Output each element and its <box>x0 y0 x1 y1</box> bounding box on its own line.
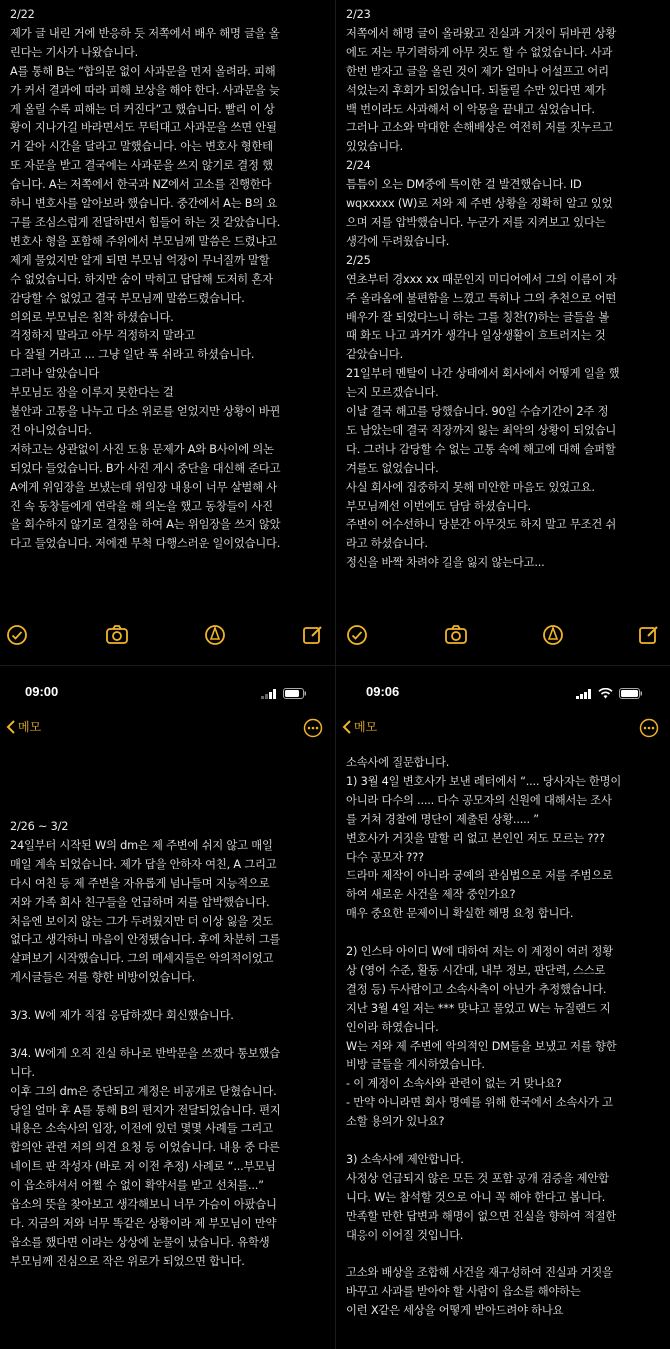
note-body <box>346 6 663 573</box>
status-time: 09:00 <box>25 684 59 699</box>
note-line: W는 저와 제 주변에 악의적인 DM들을 보냈고 저를 향한 <box>346 1039 617 1053</box>
note-line: 린다는 기사가 나왔습니다. <box>10 45 139 59</box>
note-line: 사실 회사에 집중하지 못해 미안한 마음도 있었고요. <box>346 480 595 494</box>
note-line: 당일 얼마 후 A를 통해 B의 편지가 전달되었습니다. 편지 <box>10 1103 281 1117</box>
note-line: 다수 공모자 ??? <box>346 850 424 864</box>
note-panel-bottom-left <box>0 665 335 1349</box>
system-icons <box>261 688 307 699</box>
chevron-left-icon <box>342 719 352 735</box>
note-line: 이날 결국 해고를 당했습니다. 90일 수습기간이 2주 정 <box>346 405 609 419</box>
note-line: 라고 하셨습니다. <box>346 537 428 551</box>
note-line: 진 속 동창들에게 연락을 해 의논을 했고 동창들이 사진 <box>10 499 273 513</box>
note-panel-top-right <box>335 0 670 665</box>
note-line: 그러나 고소와 막대한 손해배상은 여전히 저를 짓누르고 <box>346 121 613 135</box>
note-panel-bottom-right <box>335 665 670 1349</box>
note-line: 겨를도 없었습니다. <box>346 461 439 475</box>
note-body <box>10 818 327 1272</box>
note-line <box>346 1246 663 1265</box>
note-line: 정신을 바짝 차려야 길을 잃지 않는다고... <box>346 556 545 570</box>
note-line: 다고 들었습니다. 저에겐 무척 다행스러운 일이었습니다. <box>10 537 281 551</box>
note-line: 네이트 판 작성자 (바로 저 이전 추정) 사례로 “...부모님 <box>10 1160 276 1174</box>
note-line: 되었다 들었습니다. B가 사진 게시 중단을 대신해 준다고 <box>10 461 281 475</box>
note-line: 부모님께 진심으로 작은 위로가 되었으면 합니다. <box>10 1254 245 1268</box>
more-icon[interactable] <box>303 718 323 738</box>
note-line: 부모님도 잠을 이루지 못한다는 걸 <box>10 386 174 400</box>
note-line: 읍소의 뜻을 찾아보고 생각해보니 너무 가슴이 아팠습니 <box>10 1198 277 1212</box>
note-line: 변호사 형을 포함해 주위에서 부모님께 말씀은 드렸냐고 <box>10 234 277 248</box>
camera-icon[interactable] <box>104 622 130 648</box>
note-line: 습니다. A는 저쪽에서 한국과 NZ에서 고소를 진행한다 <box>10 178 272 192</box>
note-line: 생각에 두려웠습니다. <box>346 234 450 248</box>
nav-bar <box>0 716 335 744</box>
note-line: 게시글들은 저를 향한 비방이었습니다. <box>10 971 195 985</box>
note-line: A에게 위임장을 보냈는데 위임장 내용이 너무 살벌해 사 <box>10 480 277 494</box>
note-line: 연초부터 경xxx xx 때문인지 미디어에서 그의 이름이 자 <box>346 272 617 286</box>
note-line: 저쪽에서 해명 글이 올라왔고 진실과 거짓이 뒤바뀐 상황 <box>346 26 617 40</box>
note-line: 구를 조심스럽게 전달하면서 힘들어 하는 것 같았습니다. <box>10 215 281 229</box>
system-icons <box>576 688 643 699</box>
note-line: 사정상 언급되지 않은 모든 것 포함 공개 검증을 제안합 <box>346 1171 609 1185</box>
camera-icon[interactable] <box>443 622 469 648</box>
note-toolbar <box>336 622 670 652</box>
note-line: 3/3. W에 제가 직접 응답하겠다 회신했습니다. <box>10 1009 234 1023</box>
nav-bar <box>336 716 670 744</box>
note-line <box>346 924 663 943</box>
note-line: 24일부터 시작된 W의 dm은 제 주변에 쉬지 않고 매일 <box>10 838 273 852</box>
note-line: 부모님께선 이번에도 담담 하셨습니다. <box>346 499 531 513</box>
more-icon[interactable] <box>639 718 659 738</box>
status-bar <box>0 680 335 706</box>
note-line: 소할 용의가 있나요? <box>346 1115 445 1129</box>
note-line: - 이 계정이 소속사와 관련이 없는 거 맞나요? <box>346 1077 562 1091</box>
note-line: 저하고는 상관없이 사진 도용 문제가 A와 B사이에 의논 <box>10 442 274 456</box>
note-line: 배우가 잘 되었다느니 하는 그를 칭찬(?)하는 글들을 볼 <box>346 310 609 324</box>
note-line: 을 회수하지 않기로 결정을 하여 A는 위임장을 쓰지 않았 <box>10 518 281 532</box>
note-line: 3/4. W에게 오직 진실 하나로 반박문을 쓰겠다 통보했습 <box>10 1046 280 1060</box>
status-time: 09:06 <box>366 684 400 699</box>
note-line: 내용은 소속사의 입장, 이전에 있던 몇몇 사례들 그리고 <box>10 1122 273 1136</box>
note-line: 주 올라옴에 불편함을 느꼈고 특히나 그의 추천으로 어떤 <box>346 291 617 305</box>
note-line: 살펴보기 시작했습니다. 그의 메세지들은 악의적이었고 <box>10 952 274 966</box>
note-line: 이런 X같은 세상을 어떻게 받아드려야 하나요 <box>346 1304 564 1318</box>
back-button[interactable] <box>342 718 377 735</box>
note-line: 지난 3월 4일 저는 *** 맞냐고 물었고 W는 뉴질랜드 지 <box>346 1001 611 1015</box>
note-line: 다시 여친 등 제 주변을 자유롭게 넘나들며 지능적으로 <box>10 876 270 890</box>
note-line <box>346 1132 663 1151</box>
note-line: 주변이 어수선하니 당분간 아무것도 하지 말고 무조건 쉬 <box>346 518 617 532</box>
note-body <box>10 6 327 554</box>
note-line <box>10 988 327 1007</box>
compose-icon[interactable] <box>300 622 326 648</box>
checklist-icon[interactable] <box>4 622 30 648</box>
note-line: 틈틈이 오는 DM중에 특이한 걸 발견했습니다. ID <box>346 178 582 192</box>
note-line: 2/26 ~ 3/2 <box>10 820 69 833</box>
chevron-left-icon <box>6 719 16 735</box>
note-line: A를 통해 B는 “합의문 없이 사과문을 먼저 올려라. 피해 <box>10 64 276 78</box>
note-line: 이 읍소하셔서 어쩔 수 없이 확약서를 받고 선처를...” <box>10 1179 264 1193</box>
note-line: 거 같아 시간을 달라고 말했습니다. 아는 변호사 형한테 <box>10 140 273 154</box>
wifi-icon <box>598 688 613 699</box>
note-line: 바꾸고 사과를 받아야 할 사람이 읍소를 해야하는 <box>346 1285 581 1299</box>
note-line: 으며 저를 압박했습니다. 누군가 저를 지켜보고 있다는 <box>346 215 606 229</box>
note-line: - 만약 아니라면 회사 명예를 위해 한국에서 소속사가 고 <box>346 1096 613 1110</box>
note-line: 합의안 관련 저의 의견 요청 등 이었습니다. 내용 중 다른 <box>10 1141 280 1155</box>
note-line <box>10 1026 327 1045</box>
note-line: 때 화도 나고 과거가 생각나 일상생활이 흐트러지는 것 <box>346 329 606 343</box>
back-button[interactable] <box>6 718 41 735</box>
note-line: 다. 지금의 저와 너무 똑같은 상황이라 제 부모님이 만약 <box>10 1217 277 1230</box>
note-line: 니다. <box>10 1065 35 1079</box>
note-line: 감당할 수 없었고 결국 부모님께 말씀드렸습니다. <box>10 291 245 305</box>
note-line: 2/22 <box>10 8 35 21</box>
note-line: 1) 3월 4일 변호사가 보낸 레터에서 “.... 당사자는 한명이 <box>346 774 622 788</box>
note-line: 읍소를 했다면 이라는 상상에 눈물이 났습니다. 유학생 <box>10 1235 270 1249</box>
note-line: 비방 글들을 게시하였습니다. <box>346 1058 485 1072</box>
note-line: 있었습니다. <box>346 140 403 154</box>
back-label: 메모 <box>354 720 378 734</box>
note-line: 저와 가족 회사 친구들을 언급하며 저를 압박했습니다. <box>10 895 270 909</box>
note-line: 불안과 고통을 나누고 다소 위로를 얻었지만 상황이 바뀐 <box>10 405 281 419</box>
note-line: 백 번이라도 사과해서 이 악몽을 끝내고 싶었습니다. <box>346 102 595 116</box>
note-line: 도 남았는데 결국 직장까지 잃는 최악의 상황이 되었습니 <box>346 423 617 437</box>
note-line: 아니라 다수의 ..... 다수 공모자의 신원에 대해서는 조사 <box>346 793 612 807</box>
back-label: 메모 <box>18 720 42 734</box>
note-line: 대응이 이어질 것입니다. <box>346 1228 464 1242</box>
note-line: 하니 변호사를 알아보라 했습니다. 중간에서 A는 B의 요 <box>10 197 278 211</box>
note-line: 니다. W는 참석할 것으로 아니 꼭 해야 한다고 봅니다. <box>346 1190 606 1204</box>
note-panel-top-left <box>0 0 335 665</box>
battery-icon <box>619 688 643 699</box>
note-line: 다 잘될 거라고 ... 그냥 일단 푹 쉬라고 하셨습니다. <box>10 348 255 362</box>
note-line: 한번 받자고 글을 올린 것이 제가 얼마나 어설프고 어리 <box>346 64 609 78</box>
note-line: 처음엔 보이지 않는 그가 두려웠지만 더 이상 잃을 것도 <box>10 914 273 928</box>
note-line: 인이라 하였습니다. <box>346 1020 439 1034</box>
note-line: 소속사에 질문합니다. <box>346 756 450 769</box>
note-line: 2/24 <box>346 159 371 173</box>
note-line: 황이 지나가길 바라면서도 무턱대고 사과문을 쓰면 안될 <box>10 121 277 135</box>
note-line: 2) 인스타 아이디 W에 대하여 저는 이 계정이 여러 정황 <box>346 945 613 959</box>
signal-icon <box>261 689 277 699</box>
note-line: 결정 등) 두사람이고 소속사측이 아닌가 추정했습니다. <box>346 982 607 996</box>
markup-icon[interactable] <box>540 622 566 648</box>
note-line: 가 커서 결과에 따라 피해 보상을 해야 한다. 사과문을 늦 <box>10 83 280 97</box>
note-line: 2/25 <box>346 253 371 267</box>
note-line: 하여 새로운 사건을 제작 중인가요? <box>346 888 516 902</box>
note-line: 다. 그러나 감당할 수 없는 고통 속에 해고에 대해 슬퍼할 <box>346 442 616 456</box>
note-line: 21일부터 멘탈이 나간 상태에서 회사에서 어떻게 일을 했 <box>346 367 620 381</box>
note-line: wqxxxxx (W)로 저와 제 주변 상황을 정확히 알고 있었 <box>346 197 613 211</box>
note-line: 석었는지 후회가 되었습니다. 되돌릴 수만 있다면 제가 <box>346 83 606 97</box>
note-line: 건 아니었습니다. <box>10 423 92 437</box>
note-line: 만족할 만한 답변과 해명이 없으면 진실을 향하여 적절한 <box>346 1209 617 1223</box>
note-line: 같았습니다. <box>346 348 403 362</box>
note-line: 제게 물었지만 알게 되면 부모님 억장이 무너질까 말할 <box>10 253 270 267</box>
markup-icon[interactable] <box>202 622 228 648</box>
note-toolbar <box>0 622 335 652</box>
note-line: 수 없었습니다. 하지만 숨이 막히고 답답해 도저히 혼자 <box>10 272 273 286</box>
note-line: 를 거쳐 경찰에 명단이 제출된 상황..... ” <box>346 812 539 826</box>
note-line: 3) 소속사에 제안합니다. <box>346 1153 464 1166</box>
note-line: 고소와 배상을 조합해 사건을 재구성하여 진실과 거짓을 <box>346 1266 613 1280</box>
checklist-icon[interactable] <box>344 622 370 648</box>
compose-icon[interactable] <box>636 622 662 648</box>
note-line: 상 (영어 수준, 활동 시간대, 내부 정보, 판단력, 스스로 <box>346 963 606 977</box>
signal-icon <box>576 689 592 699</box>
note-line: 변호사가 거짓을 말할 리 없고 본인인 저도 모르는 ??? <box>346 831 605 845</box>
note-line: 게 올릴 수록 피해는 더 커진다”고 했습니다. 빨리 이 상 <box>10 102 275 116</box>
note-line: 걱정하지 말라고 아무 걱정하지 말라고 <box>10 329 195 343</box>
note-line: 의외로 부모님은 침착 하셨습니다. <box>10 310 174 324</box>
note-line: 이후 그의 dm은 중단되고 계정은 비공개로 닫혔습니다. <box>10 1084 277 1098</box>
battery-icon <box>283 688 307 699</box>
note-line: 2/23 <box>346 8 371 21</box>
status-bar <box>336 680 670 706</box>
note-line: 는지 모르겠습니다. <box>346 386 439 400</box>
note-line: 매우 중요한 문제이니 확실한 해명 요청 합니다. <box>346 907 574 921</box>
note-body <box>346 754 663 1321</box>
note-line: 드라마 제작이 아니라 궁예의 관심법으로 저를 주범으로 <box>346 869 613 883</box>
note-line: 없다고 생각하니 마음이 안정됐습니다. 후에 차분히 그를 <box>10 933 281 947</box>
note-line: 제가 글 내린 거에 반응하 듯 저쪽에서 배우 해명 글을 올 <box>10 26 280 40</box>
note-line: 또 자문을 받고 결국에는 사과문을 쓰지 않기로 결정 했 <box>10 159 273 173</box>
note-line: 에도 저는 무기력하게 아무 것도 할 수 없었습니다. 사과 <box>346 45 613 59</box>
note-line: 그러나 알았습니다 <box>10 367 100 381</box>
note-line: 매일 계속 되었습니다. 제가 답을 안하자 여친, A 그리고 <box>10 857 277 871</box>
